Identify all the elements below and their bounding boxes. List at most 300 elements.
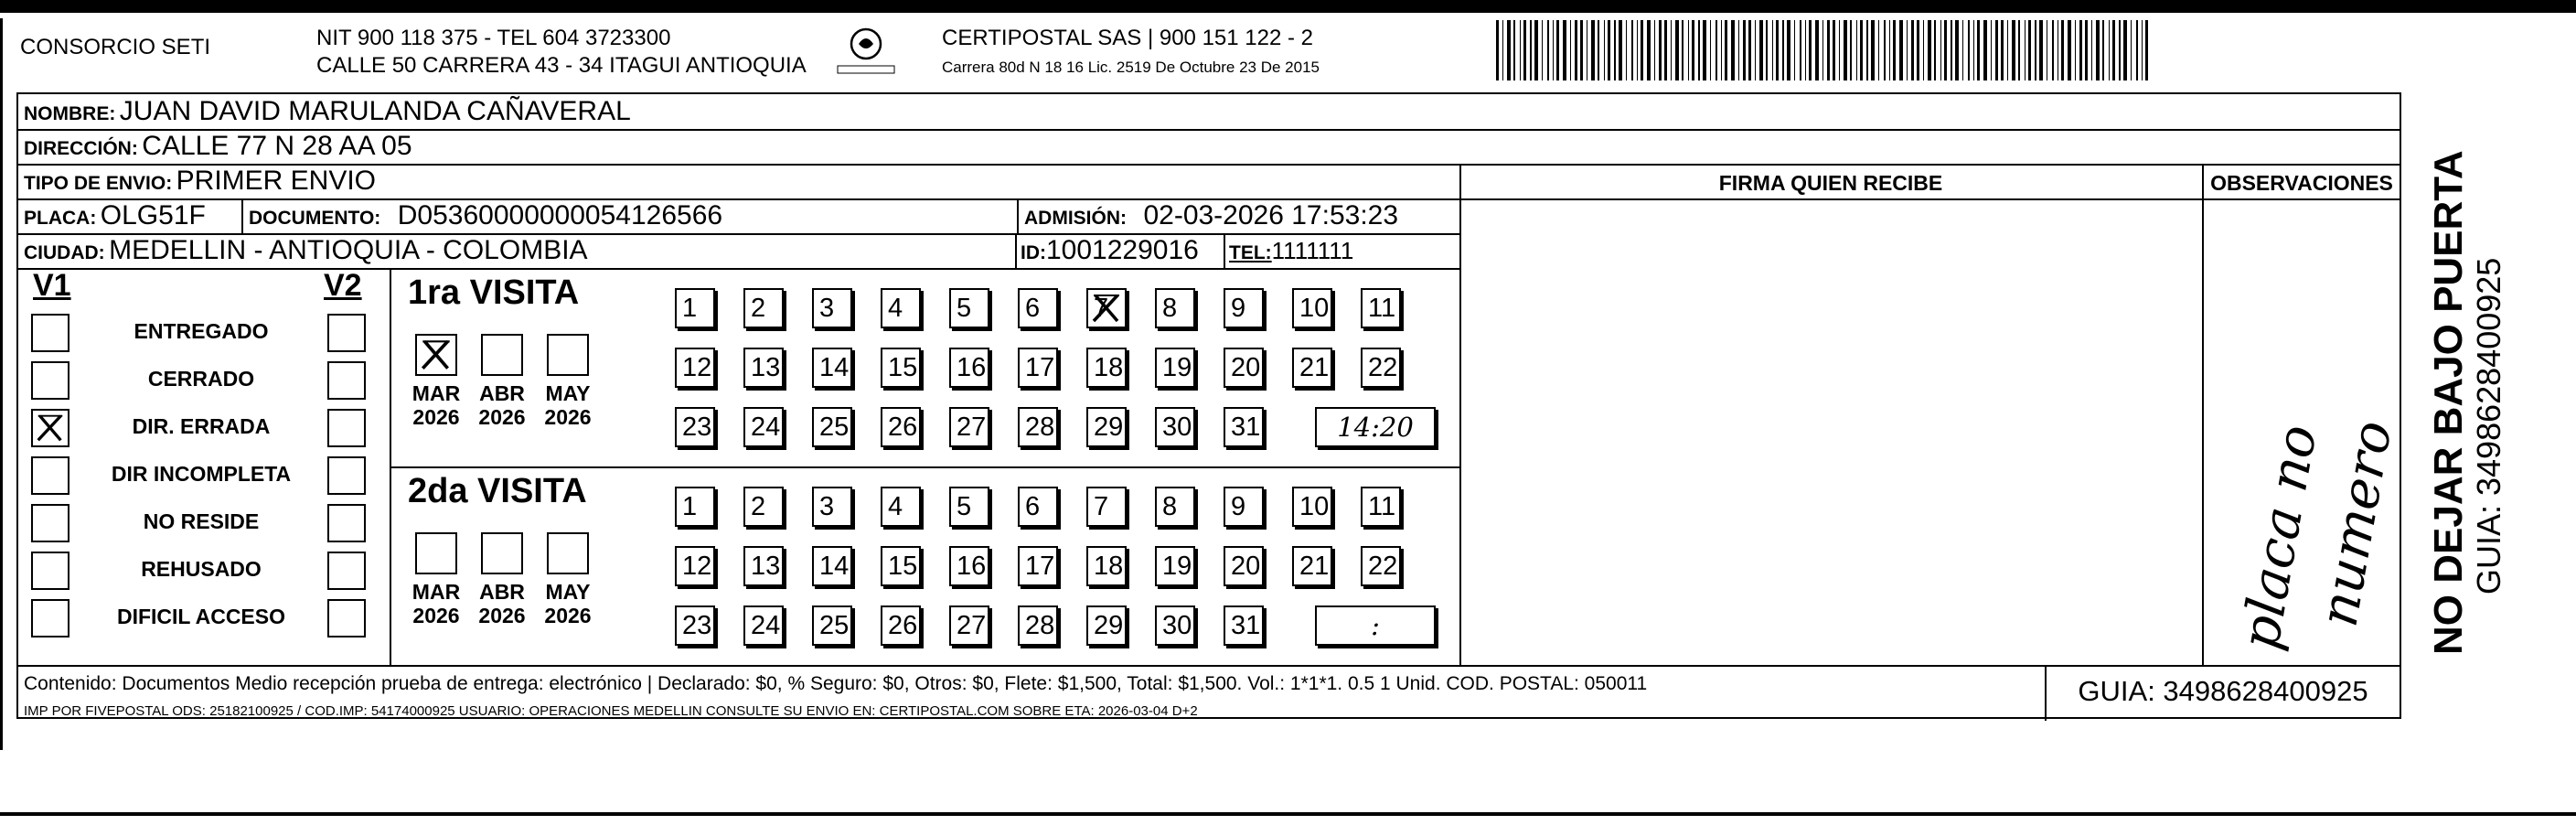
barcode-bar (1682, 20, 1683, 80)
day-number: 22 (1368, 353, 1398, 382)
barcode-bar (2035, 20, 2036, 80)
day-box[interactable] (812, 407, 852, 447)
day-number: 27 (957, 412, 987, 442)
month-name: MAR (412, 381, 461, 405)
day-box[interactable] (1086, 288, 1127, 328)
barcode-bar (1856, 20, 1857, 80)
barcode-bar (1692, 20, 1694, 80)
day-number: 29 (1094, 412, 1124, 442)
day-number: 14 (819, 353, 850, 382)
barcode-bar (1563, 20, 1566, 80)
admision-label: ADMISIÓN: (1024, 208, 1127, 229)
barcode-bar (1893, 20, 1896, 80)
obs-line-2: numero (2306, 415, 2404, 631)
day-number: 25 (819, 412, 850, 442)
day-number: 11 (1368, 492, 1396, 521)
day-number: 9 (1231, 294, 1246, 323)
month-checkbox[interactable] (547, 532, 589, 574)
barcode-bar (1721, 20, 1722, 80)
documento-value: D05360000000054126566 (397, 200, 723, 230)
barcode (1496, 20, 2153, 80)
barcode-bar (1496, 20, 1499, 80)
barcode-bar (1647, 20, 1651, 80)
day-number: 30 (1162, 611, 1192, 640)
day-number: 19 (1162, 552, 1192, 581)
month-label (406, 381, 466, 429)
month-name: ABR (479, 580, 525, 604)
day-number: 28 (1025, 611, 1055, 640)
month-checkbox[interactable] (481, 334, 523, 376)
barcode-bar (1523, 20, 1526, 80)
barcode-bar (1923, 20, 1924, 80)
barcode-bar (1520, 20, 1521, 80)
day-number: 21 (1299, 552, 1330, 581)
month-checkbox[interactable] (415, 532, 457, 574)
barcode-bar (1671, 20, 1672, 80)
month-year: 2026 (412, 604, 460, 627)
nit-line: NIT 900 118 375 - TEL 604 3723300 (316, 26, 671, 50)
tipo-label: TIPO DE ENVIO: (24, 173, 173, 194)
barcode-bar (1626, 20, 1627, 80)
direccion-label: DIRECCIÓN: (24, 138, 138, 159)
barcode-bar (1731, 20, 1735, 80)
id-value: 1001229016 (1046, 235, 1199, 265)
address-line: CALLE 50 CARRERA 43 - 34 ITAGUI ANTIOQUIA (316, 53, 807, 78)
barcode-bar (1530, 20, 1532, 80)
day-number: 29 (1094, 611, 1124, 640)
day-box[interactable] (1292, 288, 1332, 328)
footer-line-2: IMP POR FIVEPOSTAL ODS: 25182100925 / COD.IMP: 54174000925 USUARIO: OPERACIONES MEDELLIN CONSULTE SU ENVIO EN: CERTIPOSTAL.COM SOBRE ETA: 2026-03-04 D+2 (24, 703, 1198, 719)
day-box[interactable] (743, 407, 784, 447)
day-box[interactable] (1155, 546, 1195, 586)
barcode-bar (1911, 20, 1914, 80)
day-box[interactable] (1155, 407, 1195, 447)
day-number: 7 (1094, 492, 1109, 521)
time-box[interactable]: : (1315, 605, 1436, 646)
day-box[interactable] (743, 487, 784, 527)
day-number: 5 (957, 294, 972, 323)
visit-title: 1ra VISITA (408, 273, 580, 312)
day-box[interactable] (675, 546, 715, 586)
day-box[interactable] (812, 348, 852, 388)
barcode-bar (1591, 20, 1595, 80)
barcode-bar (1827, 20, 1830, 80)
barcode-bar (1598, 20, 1599, 80)
barcode-bar (1951, 20, 1952, 80)
day-box[interactable] (881, 487, 921, 527)
barcode-bar (2142, 20, 2143, 80)
day-box[interactable] (1361, 288, 1401, 328)
day-box[interactable] (675, 288, 715, 328)
day-box[interactable] (675, 605, 715, 646)
barcode-bar (2096, 20, 2100, 80)
day-number: 26 (888, 412, 918, 442)
barcode-bar (2131, 20, 2132, 80)
barcode-bar (2012, 20, 2015, 80)
v1-checkbox[interactable] (31, 361, 69, 400)
day-box[interactable] (1155, 348, 1195, 388)
direccion-value: CALLE 77 N 28 AA 05 (142, 131, 412, 161)
nombre-value: JUAN DAVID MARULANDA CAÑAVERAL (119, 96, 631, 126)
nombre-label: NOMBRE: (24, 103, 116, 124)
day-box[interactable] (675, 407, 715, 447)
barcode-bar (1787, 20, 1790, 80)
barcode-bar (1977, 20, 1980, 80)
month-checkbox[interactable] (547, 334, 589, 376)
day-number: 23 (682, 611, 712, 640)
month-label (538, 381, 598, 429)
barcode-bar (1833, 20, 1835, 80)
barcode-bar (1604, 20, 1605, 80)
day-box[interactable] (881, 546, 921, 586)
day-box[interactable] (1018, 605, 1058, 646)
day-number: 21 (1299, 353, 1330, 382)
admision-value: 02-03-2026 17:53:23 (1143, 200, 1399, 230)
day-number: 18 (1094, 552, 1124, 581)
day-number: 14 (819, 552, 850, 581)
day-box[interactable] (949, 407, 989, 447)
v2-checkbox[interactable] (327, 409, 366, 447)
day-box[interactable] (881, 605, 921, 646)
day-number: 15 (888, 353, 918, 382)
day-box[interactable] (675, 487, 715, 527)
status-option-label: DIR. ERRADA (132, 414, 271, 438)
left-border (0, 18, 3, 750)
firma-label: FIRMA QUIEN RECIBE (1718, 171, 1943, 195)
barcode-bar (1844, 20, 1847, 80)
barcode-bar (2039, 20, 2043, 80)
ciudad-value: MEDELLIN - ANTIOQUIA - COLOMBIA (109, 235, 588, 265)
barcode-bar (1928, 20, 1931, 80)
day-number: 8 (1162, 492, 1178, 521)
barcode-bar (2123, 20, 2127, 80)
day-box[interactable] (675, 348, 715, 388)
barcode-bar (1716, 20, 1717, 80)
barcode-bar (1794, 20, 1795, 80)
day-number: 7 (1094, 294, 1109, 323)
day-number: 31 (1231, 611, 1261, 640)
side-text (2416, 110, 2507, 659)
barcode-bar (2052, 20, 2054, 80)
id-label: ID: (1021, 242, 1046, 263)
barcode-bar (2136, 20, 2138, 80)
placa-value: OLG51F (100, 200, 206, 230)
day-box[interactable] (1018, 546, 1058, 586)
day-number: 12 (682, 552, 712, 581)
visit-title: 2da VISITA (408, 472, 587, 510)
barcode-bar (1755, 20, 1756, 80)
bottom-border (0, 812, 2576, 816)
day-number: 22 (1368, 552, 1398, 581)
v1-checkbox[interactable] (31, 409, 69, 447)
day-box[interactable] (1086, 487, 1127, 527)
day-number: 4 (888, 294, 903, 323)
day-box[interactable] (1361, 487, 1401, 527)
side-guia: GUIA: 3498628400925 (2470, 257, 2507, 595)
day-box[interactable] (949, 605, 989, 646)
day-box[interactable] (743, 605, 784, 646)
status-option-label: DIR INCOMPLETA (111, 462, 292, 486)
day-number: 10 (1299, 294, 1330, 323)
day-number: 2 (751, 492, 766, 521)
day-box[interactable] (812, 288, 852, 328)
barcode-bar (2018, 20, 2020, 80)
barcode-bar (1614, 20, 1616, 80)
documento-label: DOCUMENTO: (249, 208, 381, 229)
barcode-bar (1553, 20, 1554, 80)
day-box[interactable] (1224, 605, 1264, 646)
barcode-bar (1983, 20, 1987, 80)
day-box[interactable] (1018, 348, 1058, 388)
v1-checkbox[interactable] (31, 504, 69, 542)
day-box[interactable] (949, 348, 989, 388)
month-year: 2026 (478, 405, 526, 429)
footer-guia: GUIA: 3498628400925 (2078, 675, 2368, 707)
day-number: 15 (888, 552, 918, 581)
day-number: 6 (1025, 492, 1041, 521)
barcode-bar (1534, 20, 1538, 80)
month-year: 2026 (412, 405, 460, 429)
barcode-bar (1878, 20, 1879, 80)
day-box[interactable] (1155, 288, 1195, 328)
day-box[interactable] (1018, 487, 1058, 527)
barcode-bar (1513, 20, 1515, 80)
day-box[interactable] (1086, 605, 1127, 646)
status-option-label: ENTREGADO (134, 319, 269, 343)
direccion-row (24, 131, 412, 166)
day-box[interactable] (1155, 487, 1195, 527)
day-box[interactable] (743, 288, 784, 328)
day-number: 1 (682, 294, 698, 323)
time-box[interactable]: 14:20 (1315, 407, 1436, 447)
v1-checkbox[interactable] (31, 552, 69, 590)
barcode-bar (1995, 20, 1998, 80)
barcode-bar (1907, 20, 1908, 80)
v2-checkbox[interactable] (327, 599, 366, 638)
v1-checkbox[interactable] (31, 599, 69, 638)
barcode-bar (1502, 20, 1503, 80)
day-number: 12 (682, 353, 712, 382)
form-box (16, 92, 2404, 719)
v2-label: V2 (324, 268, 362, 303)
day-box[interactable] (881, 348, 921, 388)
day-box[interactable] (1224, 288, 1264, 328)
barcode-bar (2119, 20, 2121, 80)
v2-checkbox[interactable] (327, 361, 366, 400)
status-option-label: CERRADO (147, 367, 255, 391)
day-number: 31 (1231, 412, 1261, 442)
month-label (538, 580, 598, 627)
barcode-bar (2001, 20, 2004, 80)
day-number: 27 (957, 611, 987, 640)
day-box[interactable] (1224, 348, 1264, 388)
v1-checkbox[interactable] (31, 456, 69, 495)
side-warning: NO DEJAR BAJO PUERTA (2426, 150, 2471, 655)
barcode-bar (1759, 20, 1763, 80)
month-checkbox[interactable] (415, 334, 457, 376)
day-number: 4 (888, 492, 903, 521)
barcode-bar (1659, 20, 1662, 80)
day-box[interactable] (881, 288, 921, 328)
ciudad-label: CIUDAD: (24, 242, 105, 263)
day-box[interactable] (949, 288, 989, 328)
day-box[interactable] (949, 487, 989, 527)
day-box[interactable] (743, 348, 784, 388)
day-number: 13 (751, 353, 781, 382)
barcode-bar (2112, 20, 2115, 80)
day-box[interactable] (1086, 348, 1127, 388)
v2-checkbox[interactable] (327, 314, 366, 352)
day-box[interactable] (1224, 407, 1264, 447)
day-number: 3 (819, 492, 835, 521)
barcode-bar (1738, 20, 1739, 80)
day-number: 23 (682, 412, 712, 442)
month-year: 2026 (544, 604, 592, 627)
obs-line-1: placa no (2228, 420, 2329, 655)
day-box[interactable] (1086, 546, 1127, 586)
day-number: 17 (1025, 552, 1055, 581)
barcode-bar (1991, 20, 1992, 80)
status-option-label: REHUSADO (141, 557, 262, 581)
barcode-bar (1608, 20, 1610, 80)
license-line: Carrera 80d N 18 16 Lic. 2519 De Octubre 23 De 2015 (942, 59, 1320, 76)
month-name: MAY (545, 580, 591, 604)
barcode-bar (1570, 20, 1571, 80)
month-label (406, 580, 466, 627)
certipostal-line: CERTIPOSTAL SAS | 900 151 122 - 2 (942, 26, 1313, 50)
day-number: 24 (751, 611, 781, 640)
day-box[interactable] (812, 546, 852, 586)
barcode-bar (1866, 20, 1868, 80)
month-name: MAR (412, 580, 461, 604)
barcode-bar (1955, 20, 1959, 80)
month-name: MAY (545, 381, 591, 405)
placa-label: PLACA: (24, 208, 97, 229)
v1-label: V1 (33, 268, 71, 303)
barcode-bar (2061, 20, 2064, 80)
month-name: ABR (479, 381, 525, 405)
nombre-row (24, 96, 631, 132)
day-box[interactable] (1292, 546, 1332, 586)
barcode-bar (2091, 20, 2092, 80)
day-box[interactable] (1224, 546, 1264, 586)
tipo-value: PRIMER ENVIO (176, 166, 377, 196)
barcode-bar (1839, 20, 1840, 80)
month-year: 2026 (544, 405, 592, 429)
barcode-bar (1800, 20, 1801, 80)
day-box[interactable] (1018, 288, 1058, 328)
v1-checkbox[interactable] (31, 314, 69, 352)
v2-checkbox[interactable] (327, 504, 366, 542)
status-option-label: NO RESIDE (143, 509, 260, 533)
barcode-bar (1968, 20, 1970, 80)
barcode-bar (1688, 20, 1689, 80)
day-box[interactable] (812, 605, 852, 646)
barcode-bar (1884, 20, 1886, 80)
day-number: 25 (819, 611, 850, 640)
placa-row (24, 200, 206, 236)
day-box[interactable] (812, 487, 852, 527)
tel-row (1229, 235, 1353, 271)
day-number: 9 (1231, 492, 1246, 521)
day-box[interactable] (1292, 487, 1332, 527)
day-number: 19 (1162, 353, 1192, 382)
barcode-bar (1619, 20, 1622, 80)
barcode-bar (1580, 20, 1583, 80)
day-number: 6 (1025, 294, 1041, 323)
barcode-bar (1772, 20, 1773, 80)
barcode-bar (1725, 20, 1727, 80)
observaciones-handwriting (2213, 277, 2404, 661)
status-option-label: DIFICIL ACCESO (116, 605, 285, 628)
barcode-bar (1805, 20, 1806, 80)
day-box[interactable] (1086, 407, 1127, 447)
day-box[interactable] (1155, 605, 1195, 646)
day-box[interactable] (1361, 546, 1401, 586)
barcode-bar (1889, 20, 1890, 80)
v2-checkbox[interactable] (327, 552, 366, 590)
month-label (472, 381, 532, 429)
day-number: 2 (751, 294, 766, 323)
barcode-bar (1917, 20, 1919, 80)
barcode-bar (2075, 20, 2076, 80)
day-number: 10 (1299, 492, 1330, 521)
month-label (472, 580, 532, 627)
barcode-bar (2085, 20, 2088, 80)
barcode-bar (1815, 20, 1819, 80)
day-box[interactable] (881, 407, 921, 447)
day-number: 20 (1231, 552, 1261, 581)
barcode-bar (1743, 20, 1746, 80)
barcode-bar (1940, 20, 1941, 80)
barcode-bar (1710, 20, 1711, 80)
day-number: 13 (751, 552, 781, 581)
day-box[interactable] (1292, 348, 1332, 388)
day-number: 30 (1162, 412, 1192, 442)
day-box[interactable] (1361, 348, 1401, 388)
id-row (1021, 235, 1199, 271)
barcode-bar (1675, 20, 1679, 80)
barcode-bar (2079, 20, 2082, 80)
day-number: 24 (751, 412, 781, 442)
day-number: 3 (819, 294, 835, 323)
barcode-bar (1809, 20, 1812, 80)
top-border (0, 0, 2576, 13)
day-box[interactable] (1224, 487, 1264, 527)
barcode-bar (1782, 20, 1784, 80)
day-box[interactable] (743, 546, 784, 586)
v2-checkbox[interactable] (327, 456, 366, 495)
barcode-bar (1631, 20, 1633, 80)
barcode-bar (1860, 20, 1863, 80)
barcode-bar (2028, 20, 2031, 80)
admision-row (1024, 200, 1398, 236)
barcode-bar (1664, 20, 1667, 80)
footer-line-1: Contenido: Documentos Medio recepción prueba de entrega: electrónico | Declarado: $0, % Seguro: $0, Otros: $0, Flete: $1,500, Total: $1,500. Vol.: 1*1*1. 0.5 1 Unid. COD. POSTAL: 050011 (24, 673, 1648, 694)
certipostal-logo (834, 24, 898, 80)
day-box[interactable] (949, 546, 989, 586)
month-checkbox[interactable] (481, 532, 523, 574)
barcode-bar (1556, 20, 1559, 80)
barcode-bar (2102, 20, 2104, 80)
day-box[interactable] (1018, 407, 1058, 447)
barcode-bar (2145, 20, 2148, 80)
month-year: 2026 (478, 604, 526, 627)
day-number: 1 (682, 492, 698, 521)
documento-row (249, 200, 722, 236)
barcode-bar (2109, 20, 2110, 80)
tel-label: TEL: (1229, 242, 1272, 263)
